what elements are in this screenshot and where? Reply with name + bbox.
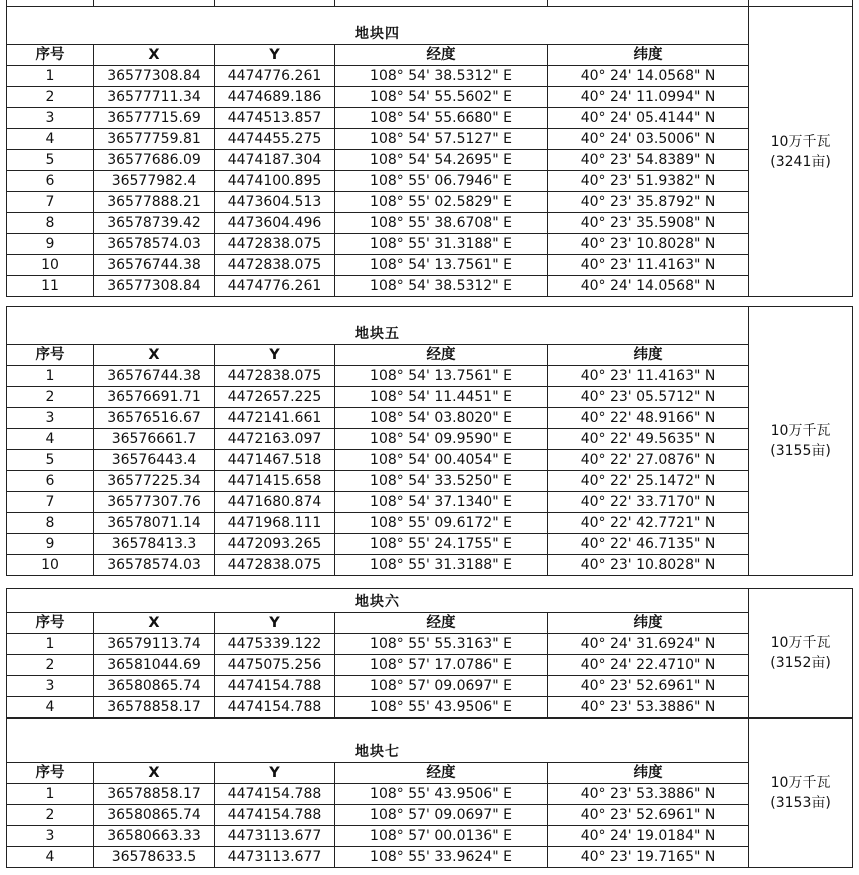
longitude: 108° 54' 13.7561" E: [335, 255, 548, 276]
parcel-capacity: 10万千瓦: [770, 423, 831, 439]
latitude: 40° 23' 11.4163" N: [548, 366, 749, 387]
table-row: [7, 784, 853, 805]
point-index: 8: [7, 513, 94, 534]
table-row: [7, 826, 853, 847]
table-row: [7, 555, 853, 576]
x-coordinate: 36577225.34: [94, 471, 215, 492]
parcel-area: (3153亩): [770, 795, 831, 811]
longitude: 108° 55' 55.3163" E: [335, 634, 548, 655]
latitude: 40° 22' 25.1472" N: [548, 471, 749, 492]
header-index: 序号: [7, 763, 94, 784]
point-index: 2: [7, 87, 94, 108]
longitude: 108° 55' 43.9506" E: [335, 784, 548, 805]
header-index: 序号: [7, 613, 94, 634]
y-coordinate: 4472838.075: [215, 555, 335, 576]
point-index: 2: [7, 805, 94, 826]
table-row: [7, 213, 853, 234]
table-header-row: [7, 345, 853, 366]
latitude: 40° 23' 19.7165" N: [548, 847, 749, 868]
y-coordinate: 4473604.513: [215, 192, 335, 213]
y-coordinate: 4475339.122: [215, 634, 335, 655]
longitude: 108° 54' 55.6680" E: [335, 108, 548, 129]
longitude: 108° 55' 06.7946" E: [335, 171, 548, 192]
header-lon: 经度: [335, 345, 548, 366]
latitude: 40° 23' 35.5908" N: [548, 213, 749, 234]
longitude: 108° 54' 13.7561" E: [335, 366, 548, 387]
x-coordinate: 36576744.38: [94, 255, 215, 276]
parcel-title: 地块四: [7, 7, 749, 45]
point-index: 11: [7, 276, 94, 297]
y-coordinate: 4474154.788: [215, 697, 335, 718]
table-row: [7, 805, 853, 826]
point-index: 3: [7, 408, 94, 429]
table-row: [7, 366, 853, 387]
table-header-row: [7, 613, 853, 634]
longitude: 108° 57' 09.0697" E: [335, 805, 548, 826]
y-coordinate: 4474513.857: [215, 108, 335, 129]
x-coordinate: 36577715.69: [94, 108, 215, 129]
x-coordinate: 36577711.34: [94, 87, 215, 108]
table-row: [7, 655, 853, 676]
x-coordinate: 36578574.03: [94, 555, 215, 576]
latitude: 40° 24' 03.5006" N: [548, 129, 749, 150]
parcel-title: 地块七: [7, 719, 749, 763]
x-coordinate: 36578633.5: [94, 847, 215, 868]
longitude: 108° 54' 38.5312" E: [335, 66, 548, 87]
header-lon: 经度: [335, 45, 548, 66]
table-row: [7, 492, 853, 513]
y-coordinate: 4471415.658: [215, 471, 335, 492]
point-index: 1: [7, 784, 94, 805]
header-lat: 纬度: [548, 613, 749, 634]
x-coordinate: 36577686.09: [94, 150, 215, 171]
longitude: 108° 54' 37.1340" E: [335, 492, 548, 513]
table-row: [7, 847, 853, 868]
longitude: 108° 54' 00.4054" E: [335, 450, 548, 471]
longitude: 108° 54' 55.5602" E: [335, 87, 548, 108]
parcel-capacity-cell: [749, 719, 853, 868]
x-coordinate: 36577308.84: [94, 276, 215, 297]
point-index: 3: [7, 108, 94, 129]
x-coordinate: 36578739.42: [94, 213, 215, 234]
header-y: Y: [215, 45, 335, 66]
latitude: 40° 22' 42.7721" N: [548, 513, 749, 534]
y-coordinate: 4471680.874: [215, 492, 335, 513]
longitude: 108° 55' 31.3188" E: [335, 555, 548, 576]
point-index: 7: [7, 492, 94, 513]
latitude: 40° 23' 35.8792" N: [548, 192, 749, 213]
x-coordinate: 36578413.3: [94, 534, 215, 555]
table-row: [7, 450, 853, 471]
y-coordinate: 4474455.275: [215, 129, 335, 150]
longitude: 108° 57' 00.0136" E: [335, 826, 548, 847]
latitude: 40° 23' 11.4163" N: [548, 255, 749, 276]
y-coordinate: 4474187.304: [215, 150, 335, 171]
header-y: Y: [215, 345, 335, 366]
x-coordinate: 36576744.38: [94, 366, 215, 387]
header-index: 序号: [7, 45, 94, 66]
latitude: 40° 22' 49.5635" N: [548, 429, 749, 450]
table-row: [7, 276, 853, 297]
y-coordinate: 4474689.186: [215, 87, 335, 108]
point-index: 10: [7, 555, 94, 576]
y-coordinate: 4471968.111: [215, 513, 335, 534]
latitude: 40° 23' 53.3886" N: [548, 697, 749, 718]
x-coordinate: 36580865.74: [94, 805, 215, 826]
longitude: 108° 54' 03.8020" E: [335, 408, 548, 429]
parcel-table: [6, 718, 853, 868]
longitude: 108° 57' 17.0786" E: [335, 655, 548, 676]
longitude: 108° 57' 09.0697" E: [335, 676, 548, 697]
x-coordinate: 36580663.33: [94, 826, 215, 847]
parcel-capacity-cell: [749, 7, 853, 297]
header-lon: 经度: [335, 763, 548, 784]
header-lat: 纬度: [548, 763, 749, 784]
point-index: 4: [7, 847, 94, 868]
latitude: 40° 22' 48.9166" N: [548, 408, 749, 429]
longitude: 108° 54' 57.5127" E: [335, 129, 548, 150]
point-index: 7: [7, 192, 94, 213]
header-x: X: [94, 45, 215, 66]
y-coordinate: 4473604.496: [215, 213, 335, 234]
longitude: 108° 55' 38.6708" E: [335, 213, 548, 234]
x-coordinate: 36576661.7: [94, 429, 215, 450]
y-coordinate: 4475075.256: [215, 655, 335, 676]
table-row: [7, 676, 853, 697]
header-index: 序号: [7, 345, 94, 366]
x-coordinate: 36577759.81: [94, 129, 215, 150]
table-row: [7, 66, 853, 87]
y-coordinate: 4472093.265: [215, 534, 335, 555]
table-row: [7, 634, 853, 655]
y-coordinate: 4473113.677: [215, 847, 335, 868]
x-coordinate: 36578858.17: [94, 697, 215, 718]
table-row: [7, 697, 853, 718]
latitude: 40° 24' 19.0184" N: [548, 826, 749, 847]
table-row: [7, 471, 853, 492]
y-coordinate: 4474154.788: [215, 676, 335, 697]
point-index: 6: [7, 171, 94, 192]
x-coordinate: 36580865.74: [94, 676, 215, 697]
point-index: 4: [7, 129, 94, 150]
x-coordinate: 36579113.74: [94, 634, 215, 655]
y-coordinate: 4474776.261: [215, 276, 335, 297]
point-index: 1: [7, 366, 94, 387]
parcel-table: [6, 306, 853, 576]
table-header-row: [7, 45, 853, 66]
latitude: 40° 23' 10.8028" N: [548, 234, 749, 255]
point-index: 4: [7, 429, 94, 450]
y-coordinate: 4474100.895: [215, 171, 335, 192]
parcel-table: [6, 588, 853, 718]
x-coordinate: 36576443.4: [94, 450, 215, 471]
longitude: 108° 55' 24.1755" E: [335, 534, 548, 555]
latitude: 40° 22' 27.0876" N: [548, 450, 749, 471]
parcel-area: (3241亩): [770, 153, 831, 170]
latitude: 40° 23' 52.6961" N: [548, 805, 749, 826]
latitude: 40° 24' 31.6924" N: [548, 634, 749, 655]
parcel-area: (3152亩): [770, 655, 831, 671]
y-coordinate: 4472657.225: [215, 387, 335, 408]
x-coordinate: 36576516.67: [94, 408, 215, 429]
x-coordinate: 36577888.21: [94, 192, 215, 213]
point-index: 1: [7, 66, 94, 87]
table-row: [7, 129, 853, 150]
y-coordinate: 4473113.677: [215, 826, 335, 847]
y-coordinate: 4471467.518: [215, 450, 335, 471]
latitude: 40° 24' 05.4144" N: [548, 108, 749, 129]
x-coordinate: 36577307.76: [94, 492, 215, 513]
latitude: 40° 23' 05.5712" N: [548, 387, 749, 408]
point-index: 10: [7, 255, 94, 276]
table-header-row: [7, 763, 853, 784]
y-coordinate: 4474776.261: [215, 66, 335, 87]
table-row: [7, 108, 853, 129]
table-row: [7, 171, 853, 192]
point-index: 6: [7, 471, 94, 492]
y-coordinate: 4472163.097: [215, 429, 335, 450]
y-coordinate: 4474154.788: [215, 805, 335, 826]
longitude: 108° 54' 54.2695" E: [335, 150, 548, 171]
parcel-title: 地块五: [7, 307, 749, 345]
latitude: 40° 23' 10.8028" N: [548, 555, 749, 576]
parcel-capacity-cell: [749, 589, 853, 718]
longitude: 108° 55' 43.9506" E: [335, 697, 548, 718]
longitude: 108° 54' 11.4451" E: [335, 387, 548, 408]
longitude: 108° 54' 33.5250" E: [335, 471, 548, 492]
point-index: 2: [7, 655, 94, 676]
parcel-table: [6, 6, 853, 297]
parcel-capacity: 10万千瓦: [770, 133, 831, 150]
longitude: 108° 54' 09.9590" E: [335, 429, 548, 450]
y-coordinate: 4472838.075: [215, 255, 335, 276]
x-coordinate: 36578574.03: [94, 234, 215, 255]
header-y: Y: [215, 763, 335, 784]
header-lat: 纬度: [548, 345, 749, 366]
header-lon: 经度: [335, 613, 548, 634]
parcel-capacity: 10万千瓦: [770, 775, 831, 791]
table-row: [7, 429, 853, 450]
table-row: [7, 513, 853, 534]
latitude: 40° 23' 51.9382" N: [548, 171, 749, 192]
point-index: 5: [7, 150, 94, 171]
longitude: 108° 55' 31.3188" E: [335, 234, 548, 255]
point-index: 5: [7, 450, 94, 471]
table-row: [7, 150, 853, 171]
y-coordinate: 4472141.661: [215, 408, 335, 429]
table-row: [7, 408, 853, 429]
header-lat: 纬度: [548, 45, 749, 66]
point-index: 8: [7, 213, 94, 234]
point-index: 2: [7, 387, 94, 408]
longitude: 108° 55' 33.9624" E: [335, 847, 548, 868]
longitude: 108° 55' 02.5829" E: [335, 192, 548, 213]
header-x: X: [94, 345, 215, 366]
table-row: [7, 387, 853, 408]
x-coordinate: 36581044.69: [94, 655, 215, 676]
header-y: Y: [215, 613, 335, 634]
point-index: 4: [7, 697, 94, 718]
longitude: 108° 55' 09.6172" E: [335, 513, 548, 534]
x-coordinate: 36578858.17: [94, 784, 215, 805]
latitude: 40° 24' 14.0568" N: [548, 276, 749, 297]
point-index: 1: [7, 634, 94, 655]
latitude: 40° 22' 46.7135" N: [548, 534, 749, 555]
table-row: [7, 192, 853, 213]
y-coordinate: 4474154.788: [215, 784, 335, 805]
y-coordinate: 4472838.075: [215, 366, 335, 387]
latitude: 40° 23' 54.8389" N: [548, 150, 749, 171]
parcel-area: (3155亩): [770, 443, 831, 459]
point-index: 3: [7, 676, 94, 697]
x-coordinate: 36577308.84: [94, 66, 215, 87]
point-index: 9: [7, 534, 94, 555]
parcel-capacity-cell: [749, 307, 853, 576]
point-index: 9: [7, 234, 94, 255]
x-coordinate: 36576691.71: [94, 387, 215, 408]
latitude: 40° 24' 11.0994" N: [548, 87, 749, 108]
parcel-title: 地块六: [7, 589, 749, 613]
latitude: 40° 24' 22.4710" N: [548, 655, 749, 676]
parcel-capacity: 10万千瓦: [770, 635, 831, 651]
latitude: 40° 23' 53.3886" N: [548, 784, 749, 805]
latitude: 40° 23' 52.6961" N: [548, 676, 749, 697]
table-row: [7, 87, 853, 108]
header-x: X: [94, 613, 215, 634]
x-coordinate: 36577982.4: [94, 171, 215, 192]
point-index: 3: [7, 826, 94, 847]
longitude: 108° 54' 38.5312" E: [335, 276, 548, 297]
table-row: [7, 234, 853, 255]
latitude: 40° 24' 14.0568" N: [548, 66, 749, 87]
latitude: 40° 22' 33.7170" N: [548, 492, 749, 513]
table-row: [7, 534, 853, 555]
header-x: X: [94, 763, 215, 784]
y-coordinate: 4472838.075: [215, 234, 335, 255]
table-row: [7, 255, 853, 276]
x-coordinate: 36578071.14: [94, 513, 215, 534]
